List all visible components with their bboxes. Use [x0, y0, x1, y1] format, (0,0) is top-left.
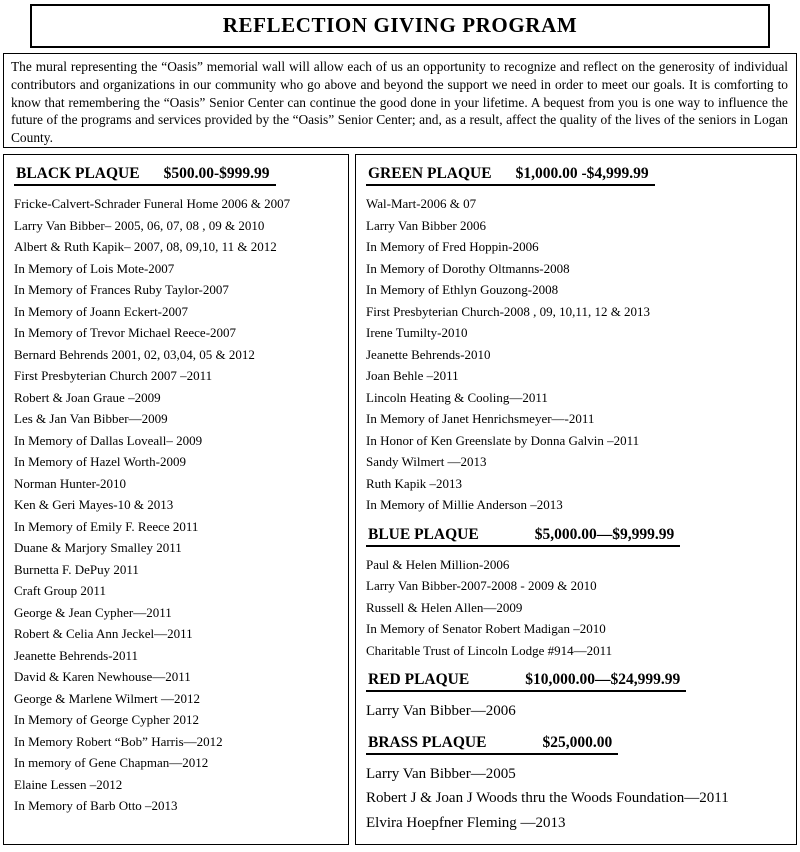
intro-box [3, 53, 797, 148]
plaque-name: GREEN PLAQUE [368, 165, 492, 182]
brass-plaque-heading [366, 734, 618, 755]
donor-entry: Charitable Trust of Lincoln Lodge #914—2011 [366, 642, 613, 658]
donor-entry: In Memory of Senator Robert Madigan –2010 [366, 621, 606, 636]
blue-plaque-heading [366, 526, 680, 547]
donor-entry: Les & Jan Van Bibber—2009 [14, 411, 168, 426]
donor-entry: In Memory of Dallas Loveall– 2009 [14, 432, 203, 448]
intro-paragraph: The mural representing the “Oasis” memorial wall will allow each of us an opportunity to recognize and reflect on the generosity of individual contributors and organizations in our community who go above and beyond the support we need in order to meet our goals. It is comforting to know that remembering the “Oasis” Senior Center can continue the good done in your lifetime. A bequest from you is one way to influence the future of the programs and services provided by the “Oasis” Senior Center; and, as a result, affect the quality of the lives of the seniors in Logan County. [11, 59, 788, 146]
black-plaque-entries-list [14, 193, 342, 817]
donor-entry: Joan Behle –2011 [366, 368, 459, 383]
donor-entry: Wal-Mart-2006 & 07 [366, 196, 477, 211]
donor-entry: Elvira Hoepfner Fleming —2013 [366, 814, 566, 831]
blue-plaque-entries-list [366, 554, 790, 662]
red-plaque-heading [366, 671, 686, 692]
donor-entry: Larry Van Bibber—2005 [366, 765, 516, 782]
donor-entry: In Memory of Frances Ruby Taylor-2007 [14, 282, 229, 297]
red-plaque-entries-list [366, 699, 790, 724]
donor-entry: George & Jean Cypher—2011 [14, 604, 172, 620]
donor-entry: Burnetta F. DePuy 2011 [14, 561, 139, 577]
green-plaque-entries-list [366, 193, 790, 516]
donor-entry: In Memory of Emily F. Reece 2011 [14, 518, 199, 534]
page-title: REFLECTION GIVING PROGRAM [222, 13, 578, 37]
donor-entry: In Memory of Hazel Worth-2009 [14, 454, 187, 469]
plaque-range: $500.00-$999.99 [163, 165, 270, 182]
donor-entry: Ruth Kapik –2013 [366, 475, 463, 491]
donor-entry: Larry Van Bibber 2006 [366, 217, 486, 233]
plaque-range: $10,000.00—$24,999.99 [525, 671, 681, 688]
plaque-range: $1,000.00 -$4,999.99 [515, 165, 649, 182]
donor-entry: Larry Van Bibber– 2005, 06, 07, 08 , 09 & 2010 [14, 217, 265, 233]
donor-entry: Albert & Ruth Kapik– 2007, 08, 09,10, 11 & 2012 [14, 239, 277, 254]
title-box [30, 4, 770, 48]
donor-entry: Robert J & Joan J Woods thru the Woods Foundation—2011 [366, 790, 729, 806]
donor-entry: Robert & Joan Graue –2009 [14, 389, 161, 405]
donor-entry: In Memory of Millie Anderson –2013 [366, 497, 563, 512]
plaque-range: $25,000.00 [542, 733, 613, 751]
donor-entry: In Memory of Joann Eckert-2007 [14, 303, 189, 319]
donor-entry: In Memory Robert “Bob” Harris—2012 [14, 733, 223, 749]
donor-entry: In Memory of Trevor Michael Reece-2007 [14, 325, 237, 340]
donor-entry: In Memory of Barb Otto –2013 [14, 798, 178, 813]
donor-entry: Jeanette Behrends-2011 [14, 647, 139, 663]
donor-entry: Sandy Wilmert —2013 [366, 454, 487, 469]
donor-entry: In Memory of Dorothy Oltmanns-2008 [366, 260, 570, 276]
donor-entry: Larry Van Bibber-2007-2008 - 2009 & 2010 [366, 578, 597, 593]
donor-entry: Duane & Marjory Smalley 2011 [14, 540, 182, 555]
plaque-range: $5,000.00—$9,999.99 [534, 525, 675, 543]
plaque-name: BLUE PLAQUE [368, 525, 479, 543]
other-plaques-panel [355, 154, 797, 845]
plaque-name: BLACK PLAQUE [16, 165, 140, 182]
donor-entry: In memory of Gene Chapman—2012 [14, 755, 209, 770]
donor-entry: In Honor of Ken Greenslate by Donna Galvin –2011 [366, 432, 640, 448]
donor-entry: Paul & Helen Million-2006 [366, 556, 510, 572]
donor-entry: First Presbyterian Church 2007 –2011 [14, 368, 213, 383]
donor-entry: In Memory of Fred Hoppin-2006 [366, 239, 539, 254]
black-plaque-heading [14, 165, 276, 186]
plaque-name: RED PLAQUE [368, 671, 470, 688]
donor-entry: Craft Group 2011 [14, 583, 106, 598]
donor-entry: Ken & Geri Mayes-10 & 2013 [14, 497, 174, 512]
black-plaque-panel [3, 154, 349, 845]
donor-entry: Larry Van Bibber—2006 [366, 703, 516, 719]
donor-entry: Robert & Celia Ann Jeckel—2011 [14, 626, 193, 641]
donor-entry: In Memory of Lois Mote-2007 [14, 260, 175, 276]
donor-entry: Jeanette Behrends-2010 [366, 346, 491, 362]
donor-entry: Bernard Behrends 2001, 02, 03,04, 05 & 2012 [14, 346, 255, 362]
donor-entry: Irene Tumilty-2010 [366, 325, 468, 340]
donor-entry: Lincoln Heating & Cooling—2011 [366, 389, 548, 405]
donor-entry: Russell & Helen Allen—2009 [366, 599, 523, 615]
donor-entry: Norman Hunter-2010 [14, 475, 127, 491]
brass-plaque-entries-list [366, 762, 790, 836]
donor-entry: In Memory of Ethlyn Gouzong-2008 [366, 282, 559, 297]
donor-entry: George & Marlene Wilmert —2012 [14, 690, 201, 706]
donor-entry: In Memory of Janet Henrichsmeyer—-2011 [366, 411, 595, 426]
donor-entry: David & Karen Newhouse—2011 [14, 669, 191, 684]
donor-entry: Elaine Lessen –2012 [14, 776, 123, 792]
donor-entry: First Presbyterian Church-2008 , 09, 10,11, 12 & 2013 [366, 303, 651, 319]
plaque-name: BRASS PLAQUE [368, 733, 487, 751]
green-plaque-heading [366, 165, 655, 186]
donor-entry: In Memory of George Cypher 2012 [14, 712, 199, 727]
donor-entry: Fricke-Calvert-Schrader Funeral Home 2006 & 2007 [14, 196, 291, 211]
